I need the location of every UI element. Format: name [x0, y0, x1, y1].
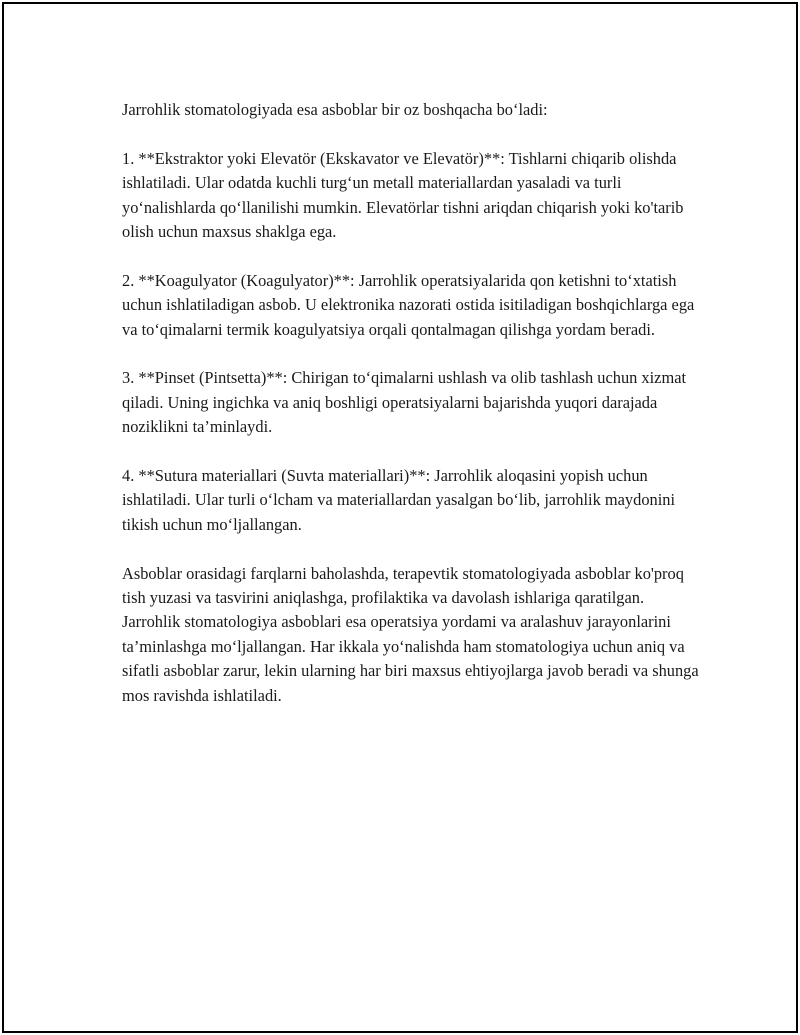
list-item-tweezers: 3. **Pinset (Pintsetta)**: Chirigan to‘qimalarni ushlash va olib tashlash uchun xizmat qiladi. Uning ingichka va aniq boshligi operatsiyalarni bajarishda yuqori darajada noziklikni ta’minlaydi. — [122, 368, 687, 437]
list-item-suture: 4. **Sutura materiallari (Suvta materiallari)**: Jarrohlik aloqasini yopish uchun ishlatiladi. Ular turli o‘lcham va materiallardan yasalgan bo‘lib, jarrohlik maydonini tikish uchun mo‘ljallangan. — [122, 466, 676, 534]
list-item-extractor: 1. **Ekstraktor yoki Elevatör (Ekskavator ve Elevatör)**: Tishlarni chiqarib olishda ishlatiladi. Ular odatda kuchli turg‘un metall materiallardan yasaladi va turli yo‘nalishlarda qo‘llanilishi mumkin. Elevatörlar tishni ariqdan chiqarish yoki ko'tarib olish uchun maxsus shaklga ega. — [122, 148, 684, 242]
intro-paragraph: Jarrohlik stomatologiyada esa asboblar bir oz boshqacha bo‘ladi: — [122, 100, 548, 119]
conclusion-paragraph: Asboblar orasidagi farqlarni baholashda, terapevtik stomatologiyada asboblar ko'proq tish yuzasi va tasvirini aniqlashga, profilaktika va davolash ishlariga qaratilgan. Jarrohlik stomatologiya asboblari esa operatsiya yordami va aralashuv jarayonlarini ta’minlashga mo‘ljallangan. Har ikkala yo‘nalishda ham stomatologiya uchun aniq va sifatli asboblar zarur, lekin ularning har biri maxsus ehtiyojlarga javob beradi va shunga mos ravishda ishlatiladi. — [122, 563, 699, 705]
document-body — [122, 98, 702, 732]
page-frame — [2, 2, 798, 1033]
list-item-coagulator: 2. **Koagulyator (Koagulyator)**: Jarrohlik operatsiyalarida qon ketishni to‘xtatish uchun ishlatiladigan asbob. U elektronika nazorati ostida isitiladigan boshqichlarga ega va to‘qimalarni termik koagulyatsiya orqali qontalmagan qilishga yordam beradi. — [122, 270, 695, 339]
